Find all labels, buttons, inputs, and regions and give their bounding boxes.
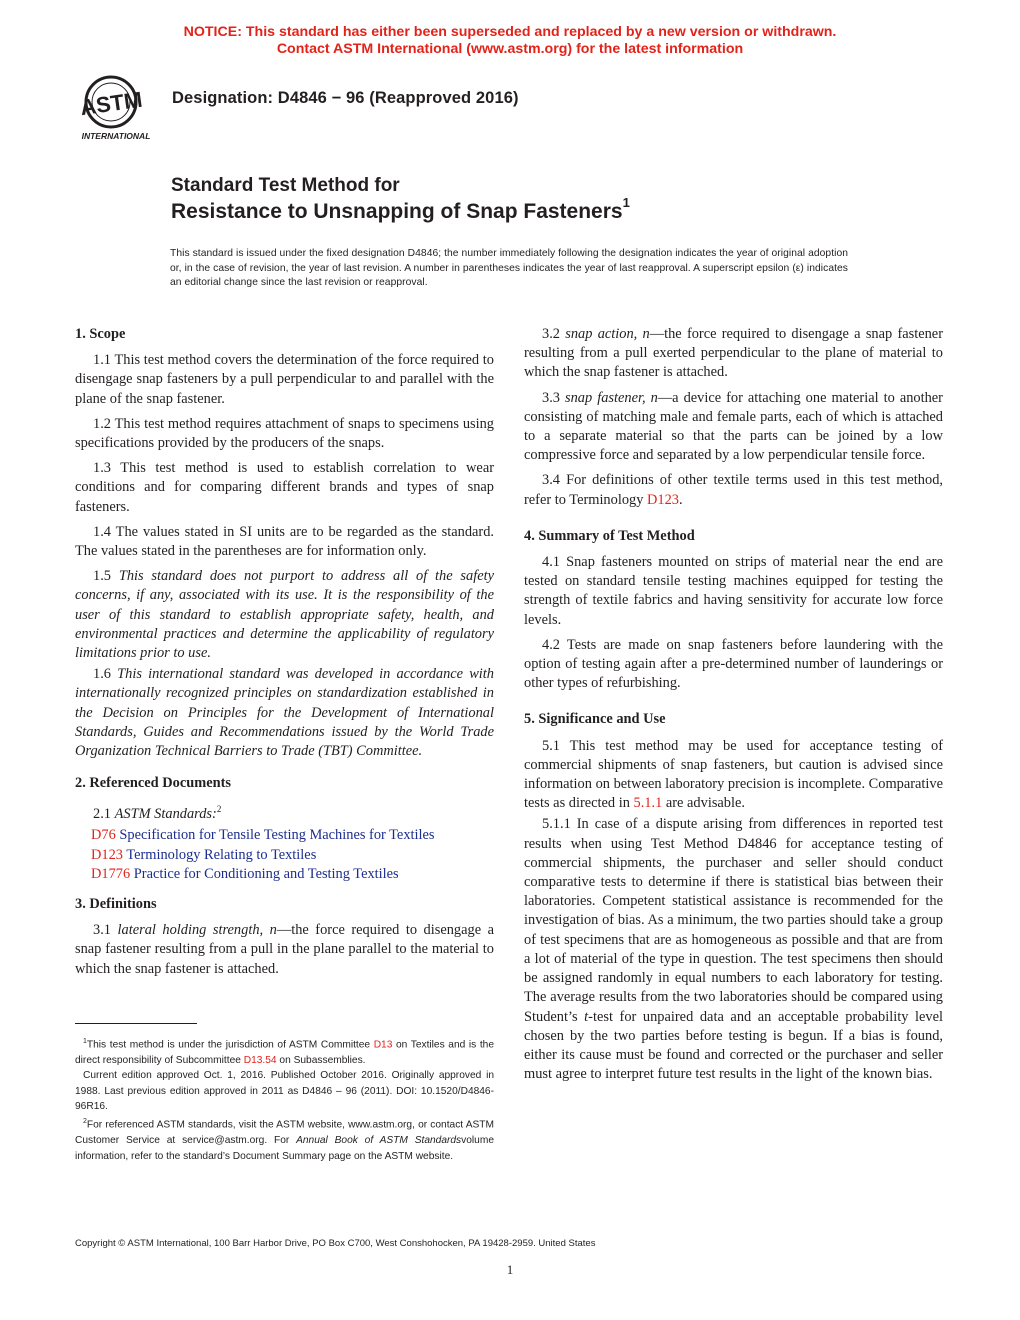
para-3-1-term: lateral holding strength, n xyxy=(117,922,277,939)
logo-text: INTERNATIONAL xyxy=(81,131,151,141)
reference-d123[interactable] xyxy=(75,846,494,865)
footnote-1-marker: 1 xyxy=(83,1038,87,1045)
para-1-2: 1.2 This test method requires attachment of snaps to specimens using specifications provided by the producers of the snaps. xyxy=(75,415,494,452)
notice-line-1: NOTICE: This standard has either been superseded and replaced by a new version or withdrawn. xyxy=(183,24,837,40)
para-1-4: 1.4 The values stated in SI units are to be regarded as the standard. The values stated in the parentheses are for information only. xyxy=(75,523,494,560)
astm-logo xyxy=(74,74,164,144)
footnote-2-marker[interactable]: 2 xyxy=(216,804,222,815)
right-column xyxy=(524,325,943,1090)
para-3-3 xyxy=(524,389,943,466)
footnote-1-text-c: on Subassemblies. xyxy=(276,1054,366,1066)
para-3-2-term: snap action, n xyxy=(565,326,650,342)
astm-logo-icon xyxy=(74,74,164,144)
section-5-1-1-link[interactable]: 5.1.1 xyxy=(633,795,663,812)
d123-link[interactable]: D123 xyxy=(647,491,679,508)
para-3-4-text: 3.4 For definitions of other textile terms used in this test method, refer to Terminology xyxy=(524,472,943,508)
footnote-1-text-b: on Textiles and is the direct responsibility of Subcommittee xyxy=(75,1039,494,1066)
para-5-1-text: 5.1 This test method may be used for acceptance testing of commercial shipments of snap fasteners, but caution is advised since information on between laboratory precision is incomplete. Comparative tests as directed in xyxy=(524,737,943,812)
para-2-1-number: 2.1 xyxy=(93,806,111,823)
para-1-3: 1.3 This test method is used to establish correlation to wear conditions and for comparing different brands and types of snap fasteners. xyxy=(75,460,494,515)
ref-title[interactable]: Terminology Relating to Textiles xyxy=(126,846,317,863)
para-1-5-number: 1.5 xyxy=(93,568,111,585)
left-column xyxy=(75,325,494,985)
para-1-5-text: This standard does not purport to address all of the safety concerns, if any, associated with its use. It is the responsibility of the user of this standard to establish appropriate safety, health, and environmental practices and determine the applicability of regulatory limitations prior to use. xyxy=(75,568,494,662)
para-3-2 xyxy=(524,325,943,383)
footnote-1 xyxy=(75,1034,494,1068)
para-3-1 xyxy=(75,921,494,979)
section-5-heading: 5. Significance and Use xyxy=(524,711,666,728)
para-3-2-number: 3.2 xyxy=(542,326,560,342)
title-footnote-marker[interactable]: 1 xyxy=(622,195,630,210)
notice-line-2: Contact ASTM International (www.astm.org) for the latest information xyxy=(276,41,744,57)
copyright: Copyright © ASTM International, 100 Barr Harbor Drive, PO Box C700, West Conshohocken, PA 19428-2959. United States xyxy=(75,1238,596,1249)
footnote-2-text-b: volume information, refer to the standard’s Document Summary page on the ASTM website. xyxy=(75,1135,494,1162)
footnote-2-text-a: For referenced ASTM standards, visit the ASTM website, www.astm.org, or contact ASTM Customer Service at service@astm.org. For xyxy=(75,1119,494,1147)
para-3-4 xyxy=(524,471,943,509)
page-number: 1 xyxy=(506,1262,514,1277)
footnote-divider xyxy=(75,1023,197,1024)
para-5-1-1-text-a: 5.1.1 In case of a dispute arising from differences in reported test results when using Test Method D4846 for acceptance testing of commercial shipments, the purchaser and seller should conduct comparative tests to determine if there is statistical bias between their laboratories. Competent statistical assistance is recommended for the investigation of bias. As a minimum, the two parties should take a group of test specimens that are as homogeneous as possible and that are from a lot of material of the type in question. The test specimens then should be assigned randomly in equal numbers to each laboratory for testing. The average results from the two laboratories should be compared using Student’s xyxy=(524,816,943,1025)
withdrawal-notice xyxy=(0,24,1020,58)
ref-title[interactable]: Practice for Conditioning and Testing Textiles xyxy=(133,865,399,882)
ref-code[interactable]: D123 xyxy=(91,846,123,863)
para-5-1-1-t: t xyxy=(584,1008,589,1025)
para-1-6 xyxy=(75,665,494,761)
title-text: Resistance to Unsnapping of Snap Fasteners xyxy=(171,200,623,223)
reference-d76[interactable] xyxy=(75,826,494,845)
section-2-heading: 2. Referenced Documents xyxy=(75,775,231,792)
logo-letters: ASTM xyxy=(78,86,144,121)
section-4-heading: 4. Summary of Test Method xyxy=(524,527,695,544)
preamble: This standard is issued under the fixed designation D4846; the number immediately following the designation indicates the year of original adoption or, in the case of revision, the year of last revision. A number in parentheses indicates the year of last reapproval. A superscript epsilon (ε) indicates an editorial change since the last revision or reapproval. xyxy=(170,248,848,289)
footnote-1-text-a: This test method is under the jurisdiction of ASTM Committee xyxy=(86,1039,374,1051)
para-3-1-text: —the force required to disengage a snap fastener resulting from a pull in the plane parallel to the material to which the snap fastener is attached. xyxy=(75,922,494,977)
para-1-5 xyxy=(75,567,494,663)
para-2-1 xyxy=(75,800,494,824)
para-3-2-text: —the force required to disengage a snap fastener resulting from a pull exerted perpendicular to the plane of material to which the snap fastener is attached. xyxy=(524,326,943,381)
para-1-6-text: This international standard was developed in accordance with internationally recognized principles on standardization established in the Decision on Principles for the Development of International Standards, Guides and Recommendations issued by the World Trade Organization Technical Barriers to Trade (TBT) Committee. xyxy=(75,666,494,760)
d13-link[interactable]: D13 xyxy=(373,1039,393,1051)
para-5-1 xyxy=(524,737,943,814)
reference-d1776[interactable] xyxy=(75,865,494,884)
footnotes xyxy=(75,1034,494,1164)
para-1-6-number: 1.6 xyxy=(93,666,111,683)
para-3-3-term: snap fastener, n xyxy=(565,389,658,406)
footnote-2 xyxy=(75,1114,494,1164)
footnote-2-marker-bottom: 2 xyxy=(83,1118,87,1126)
section-3-heading: 3. Definitions xyxy=(75,896,157,913)
footnote-2-italic: Annual Book of ASTM Standards xyxy=(296,1135,462,1147)
d13-54-link[interactable]: D13.54 xyxy=(243,1054,277,1066)
para-2-1-text: ASTM Standards: xyxy=(114,806,217,823)
para-3-1-number: 3.1 xyxy=(93,922,111,939)
title-line-2 xyxy=(171,195,630,224)
ref-code[interactable]: D1776 xyxy=(91,865,131,882)
title-line-1: Standard Test Method for xyxy=(171,175,400,196)
para-5-1-end: are advisable. xyxy=(662,795,745,812)
designation: Designation: D4846 − 96 (Reapproved 2016) xyxy=(172,89,519,107)
para-4-1: 4.1 Snap fasteners mounted on strips of material near the end are tested on standard tensile testing machines equipped for testing the strength of textile fabrics and having sensitivity for accurate low force levels. xyxy=(524,554,943,628)
ref-code[interactable]: D76 xyxy=(91,827,116,844)
para-5-1-1 xyxy=(524,815,943,1084)
section-1-heading: 1. Scope xyxy=(75,326,126,342)
footnote-1-edition: Current edition approved Oct. 1, 2016. Published October 2016. Originally approved in 1988. Last previous edition approved in 2011 as D4846 – 96 (2011). DOI: 10.1520/D4846-96R16. xyxy=(75,1070,494,1113)
para-3-4-end: . xyxy=(679,491,683,508)
ref-title[interactable]: Specification for Tensile Testing Machines for Textiles xyxy=(119,827,435,844)
para-4-2: 4.2 Tests are made on snap fasteners before laundering with the option of testing again after a pre-determined number of launderings or other types of refurbishing. xyxy=(524,636,943,692)
para-1-1: 1.1 This test method covers the determination of the force required to disengage snap fasteners by a pull perpendicular to and parallel with the plane of the snap fastener. xyxy=(75,352,494,407)
para-3-3-text: —a device for attaching one material to another consisting of matching male and female parts, each of which is attached to a separate material so that the parts can be joined by a low compressive force and separated by a low perpendicular tensile force. xyxy=(524,389,943,464)
para-5-1-1-text-b: -test for unpaired data and an acceptable probability level chosen by the two parties before testing is begun. If a bias is found, either its cause must be found and corrected or the purchaser and seller must agree to interpret future test results in the light of the known bias. xyxy=(524,1008,943,1083)
para-3-3-number: 3.3 xyxy=(542,389,560,406)
